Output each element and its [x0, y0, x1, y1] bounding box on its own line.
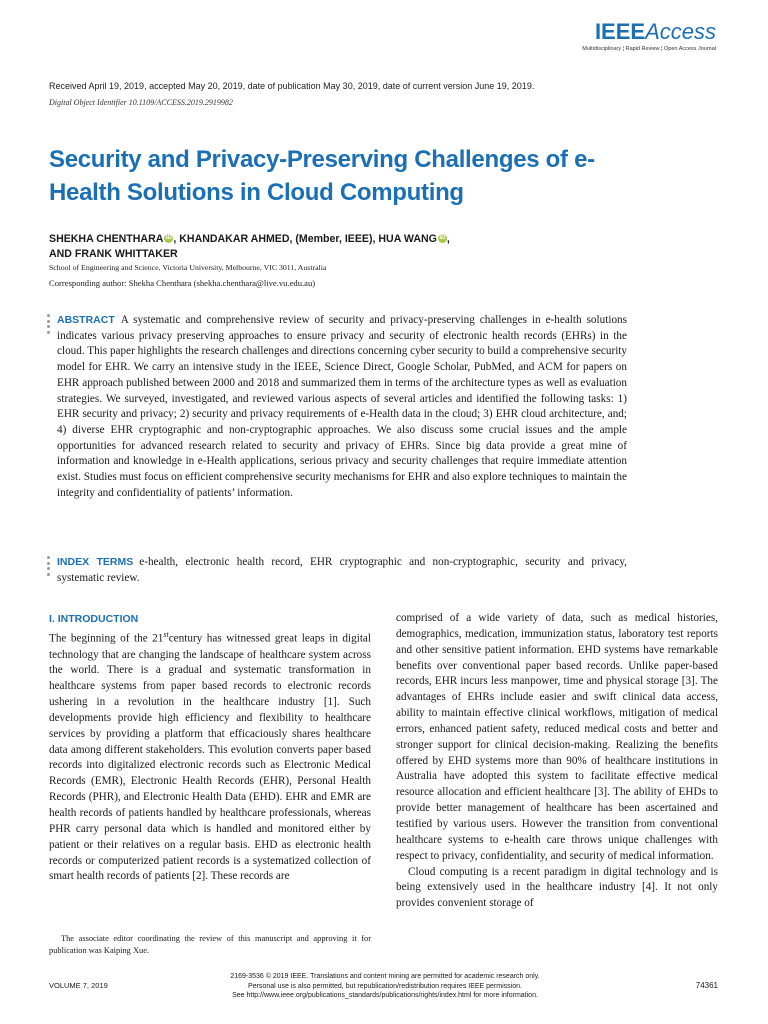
logo-brand-italic: Access — [645, 19, 716, 44]
index-terms-label: INDEX TERMS — [57, 556, 134, 568]
paper-title: Security and Privacy-Preserving Challenges of e-Health Solutions in Cloud Computing — [49, 146, 595, 206]
editor-footnote: The associate editor coordinating the review of this manuscript and approving it for publication was Kaiping Xue. — [49, 934, 371, 955]
abstract-dots-icon — [47, 314, 51, 336]
copyright-line-2: Personal use is also permitted, but republication/redistribution requires IEEE permission. — [248, 982, 522, 990]
copyright-line-3[interactable]: See http://www.ieee.org/publications_standards/publications/rights/index.html for more information. — [232, 992, 538, 1000]
intro-paragraph-right-2: Cloud computing is a recent paradigm in digital technology and is being extensively used in the healthcare industry [4]. It not only provides convenient storage of — [396, 865, 718, 910]
section-heading-introduction: I. INTRODUCTION — [49, 613, 139, 625]
author-whittaker: AND FRANK WHITTAKER — [49, 248, 178, 260]
index-terms-dots-icon — [47, 556, 51, 578]
left-column — [49, 611, 371, 885]
footer-page-number: 74361 — [695, 981, 718, 990]
corresponding-author: Corresponding author: Shekha Chenthara (shekha.chenthara@live.vu.edu.au) — [49, 278, 316, 288]
index-terms — [57, 555, 627, 586]
intro-p1-start: The beginning of the 21 — [49, 632, 164, 645]
author-chenthara: SHEKHA CHENTHARA — [49, 233, 164, 245]
copyright-line-1: 2169-3536 © 2019 IEEE. Translations and content mining are permitted for academic research only. — [230, 973, 540, 980]
footer-copyright — [190, 972, 580, 1001]
logo-brand-bold: IEEE — [594, 19, 646, 44]
affiliation: School of Engineering and Science, Victoria University, Melbourne, VIC 3011, Australia — [49, 263, 327, 272]
received-dates: Received April 19, 2019, accepted May 20, 2019, date of publication May 30, 2019, date of current version June 19, 2019. — [49, 81, 535, 91]
abstract-text: A systematic and comprehensive review of security and privacy-preserving challenges in e-health solutions indicates various privacy preserving approaches to ensure privacy and security of electronic health records (EHRs) in the cloud. This paper highlights the research challenges and directions concerning cyber security to build a comprehensive security model for EHR. We carry an intensive study in the IEEE, Science Direct, Google Scholar, PubMed, and ACM for papers on EHR approach published between 2000 and 2018 and summarized them in terms of the architecture types as well as evaluation strategies. We surveyed, investigated, and reviewed various aspects of several articles and identified the following tasks: 1) EHR security and privacy; 2) security and privacy requirements of e-Health data in the cloud; 3) EHR cloud architecture, and; 4) diverse EHR cryptographic and non-cryptographic approaches. We also discuss some crucial issues and the ample opportunities for advanced research related to security and privacy of EHRs. Since big data provide a great mine of information and knowledge in e-Health applications, serious privacy and security challenges that require immediate attention exist. Studies must focus on efficient comprehensive security mechanisms for EHR and also explore techniques to maintain the integrity and confidentiality of patients’ information. — [57, 314, 627, 499]
abstract — [57, 313, 627, 501]
intro-paragraph-right-1: comprised of a wide variety of data, such as medical histories, demographics, medication, immunization status, laboratory test reports and other sensitive patient information. EHD systems have remarkable benefits over conventional paper based records. Unlike paper-based records, EHR incurs less manpower, time and physical storage [3]. The advantages of EHRs include easier and swift clinical data access, ability to maintain effective clinical workflows, mitigation of medical errors, enhanced patient safety, reduced medical costs and better and stronger support for clinical decision-making. Realizing the benefits offered by EHD systems more than 90% of healthcare institutions in Australia have adopted this system to facilitate effective medical resource allocation and efficient healthcare [3]. The ability of EHDs to provide better management of healthcare has been ascertained and testified by various users. However the transition from conventional healthcare systems to e-health care throws unique challenges with respect to privacy, confidentiality, and security of medical information. — [396, 612, 718, 862]
logo-tagline: Multidisciplinary ¦ Rapid Review ¦ Open Access Journal — [582, 46, 716, 52]
author-ahmed-wang: , KHANDAKAR AHMED, (Member, IEEE), HUA WANG — [173, 233, 437, 245]
right-column — [396, 611, 718, 912]
footer-volume: VOLUME 7, 2019 — [49, 981, 108, 990]
index-terms-text: e-health, electronic health record, EHR cryptographic and non-cryptographic, security and privacy, systematic review. — [57, 556, 627, 584]
author-list — [49, 232, 689, 262]
abstract-label: ABSTRACT — [57, 314, 115, 326]
intro-paragraph-1 — [49, 627, 371, 885]
doi-line: Digital Object Identifier 10.1109/ACCESS.2019.2919982 — [49, 98, 233, 107]
intro-p1-sup: st — [163, 630, 169, 639]
orcid-icon[interactable]: iD — [165, 235, 172, 241]
author-separator: , — [446, 233, 450, 245]
intro-p1-rest: century has witnessed great leaps in digital technology that are changing the landscape of healthcare system across the world. There is a gradual and systematic transformation in healthcare systems from paper based records to electronic records ushering in a revolution in the healthcare industry [1]. Such developments provide high efficiency and flexibility to healthcare services by providing a platform that efficaciously shares healthcare data among different stakeholders. This evolution converts paper based records into digitalized electronic records such as Electronic Medical Records (EMR), Electronic Health Records (EHR), Personal Health Records (PHR), and Electronic Health Data (EHD). EHR and EMR are health records of patients handled by healthcare professionals, whereas PHR carry personal data which is handled and monitored either by patient or their relatives on a regular basis. EHD as electronic health records or computerized patient records is a systematized collection of smart health records of patients [2]. These records are — [49, 632, 372, 883]
orcid-icon[interactable]: iD — [439, 235, 446, 241]
ieee-access-logo — [582, 20, 716, 52]
